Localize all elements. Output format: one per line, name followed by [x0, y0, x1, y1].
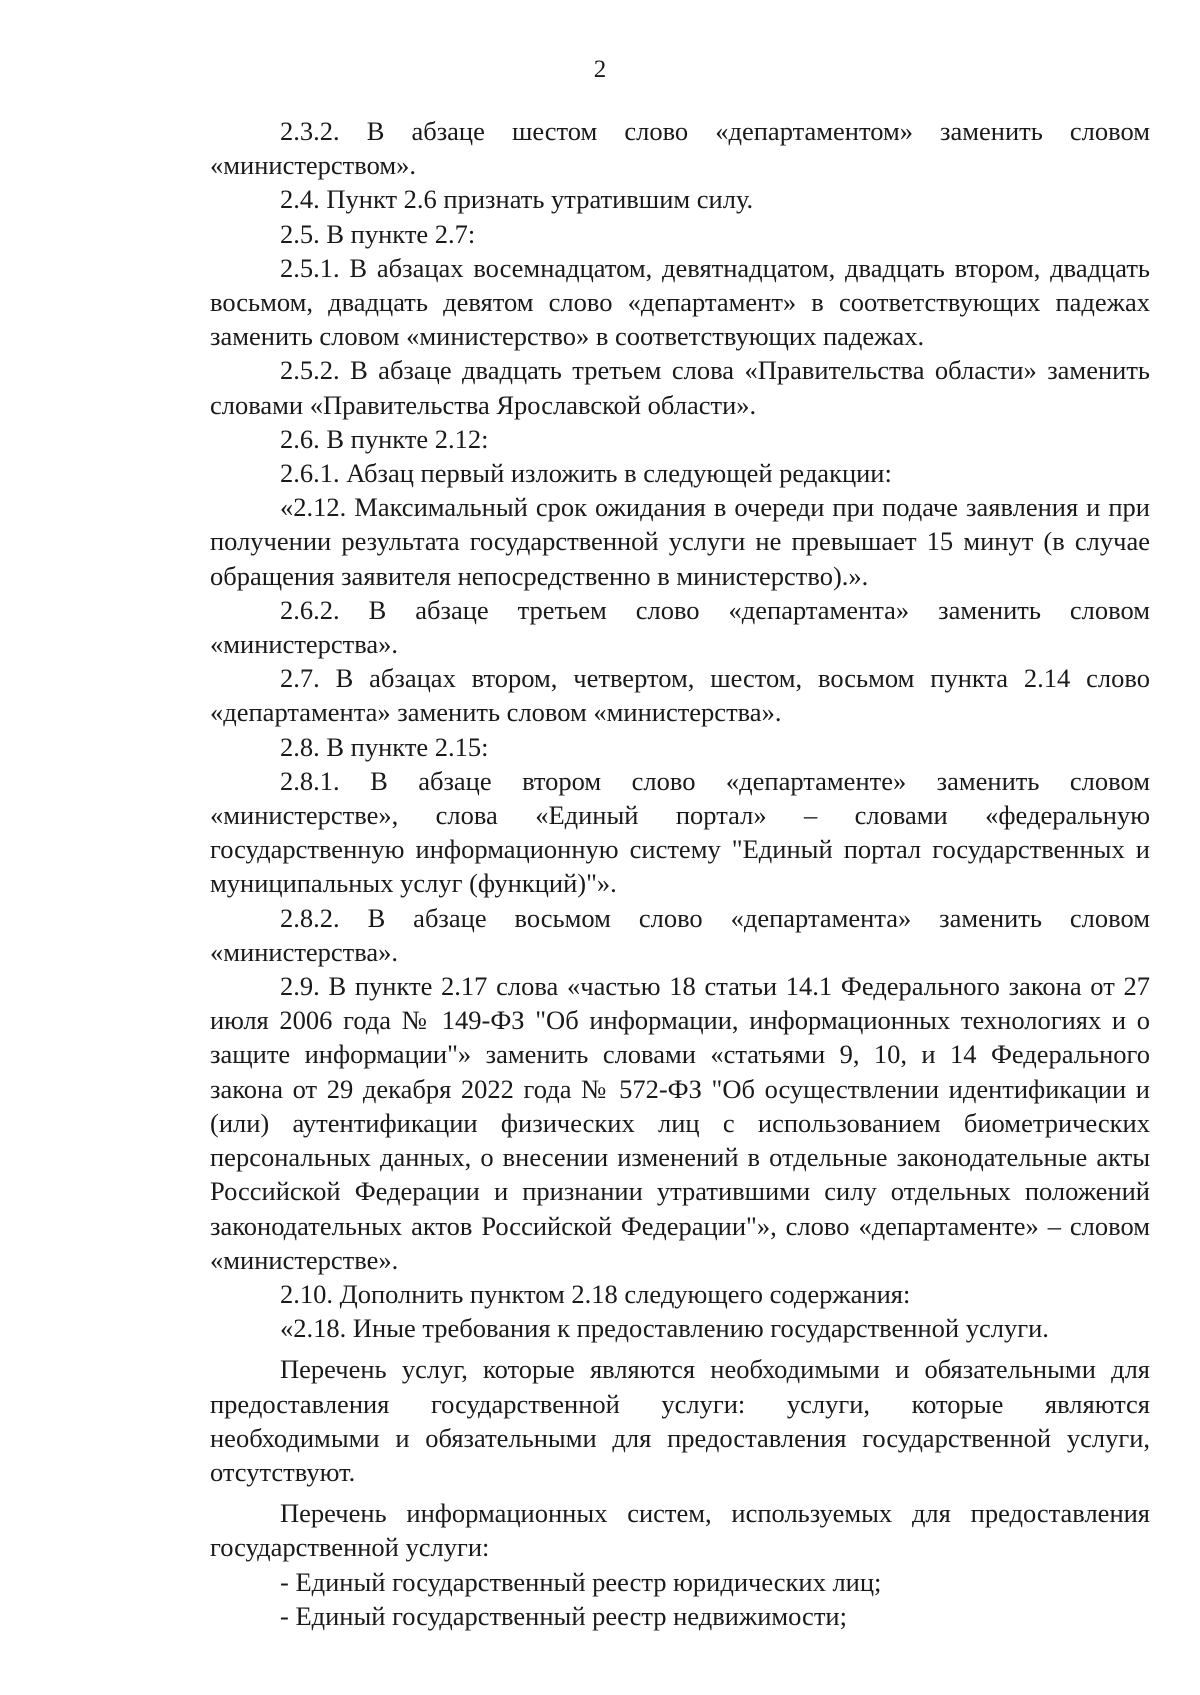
paragraph-2-5-1: 2.5.1. В абзацах восемнадцатом, девятнадцатом, двадцать втором, двадцать восьмом, двадцать девятом слово «департамент» в соответствующих падежах заменить словом «министерство» в соответствующих падежах.: [210, 252, 1150, 352]
paragraph-2-6-1: 2.6.1. Абзац первый изложить в следующей редакции:: [280, 458, 892, 489]
paragraph-2-8: 2.8. В пункте 2.15:: [280, 731, 489, 762]
paragraph-2-4: 2.4. Пункт 2.6 признать утратившим силу.: [280, 184, 754, 215]
paragraph-2-5-2: 2.5.2. В абзаце двадцать третьем слова «Правительства области» заменить словами «Правительства Ярославской области».: [210, 355, 1150, 420]
paragraph-2-6-2: 2.6.2. В абзаце третьем слово «департамента» заменить словом «министерства».: [210, 594, 1150, 660]
paragraph-services-list: Перечень услуг, которые являются необходимыми и обязательными для предоставления государственной услуги: услуги, которые являются необходимыми и обязательными для предоставления государственной услуги, отсутствуют.: [210, 1354, 1150, 1487]
list-item: - Единый государственный реестр юридических лиц;: [280, 1566, 882, 1597]
paragraph-2-7: 2.7. В абзацах втором, четвертом, шестом, восьмом пункта 2.14 слово «департамента» заменить словом «министерства».: [210, 663, 1150, 728]
paragraph-2-8-2: 2.8.2. В абзаце восьмом слово «департамента» заменить словом «министерства».: [210, 902, 1150, 967]
list-item: - Единый государственный реестр недвижимости;: [280, 1600, 847, 1631]
paragraph-quote-2-18: «2.18. Иные требования к предоставлению государственной услуги.: [280, 1313, 1049, 1344]
paragraph-2-8-1: 2.8.1. В абзаце втором слово «департаменте» заменить словом «министерстве», слова «Единый портал» – словами «федеральную государственную информационную систему "Единый портал государственных и муниципальных услуг (функций)"».: [210, 765, 1150, 899]
paragraph-2-6: 2.6. В пункте 2.12:: [280, 423, 489, 454]
document-body: [210, 114, 1150, 1633]
paragraph-2-10: 2.10. Дополнить пунктом 2.18 следующего содержания:: [280, 1278, 911, 1309]
page-number: 2: [593, 56, 607, 83]
paragraph-info-systems: Перечень информационных систем, используемых для предоставления государственной услуги:: [210, 1498, 1150, 1563]
paragraph-quote-2-12: «2.12. Максимальный срок ожидания в очереди при подаче заявления и при получении результата государственной услуги не превышает 15 минут (в случае обращения заявителя непосредственно в министерство).».: [210, 492, 1150, 591]
paragraph-2-9: 2.9. В пункте 2.17 слова «частью 18 статьи 14.1 Федерального закона от 27 июля 2006 года № 149-ФЗ "Об информации, информационных технологиях и о защите информации"» заменить словами «статьями 9, 10, и 14 Федерального закона от 29 декабря 2022 года № 572-ФЗ "Об осуществлении идентификации и (или) аутентификации физических лиц с использованием биометрических персональных данных, о внесении изменений в отдельные законодательные акты Российской Федерации и признании утратившими силу отдельных положений законодательных актов Российской Федерации"», слово «департаменте» – словом «министерстве».: [210, 971, 1150, 1275]
paragraph-2-5: 2.5. В пункте 2.7:: [280, 218, 476, 249]
paragraph-2-3-2: 2.3.2. В абзаце шестом слово «департаментом» заменить словом «министерством».: [210, 116, 1150, 181]
